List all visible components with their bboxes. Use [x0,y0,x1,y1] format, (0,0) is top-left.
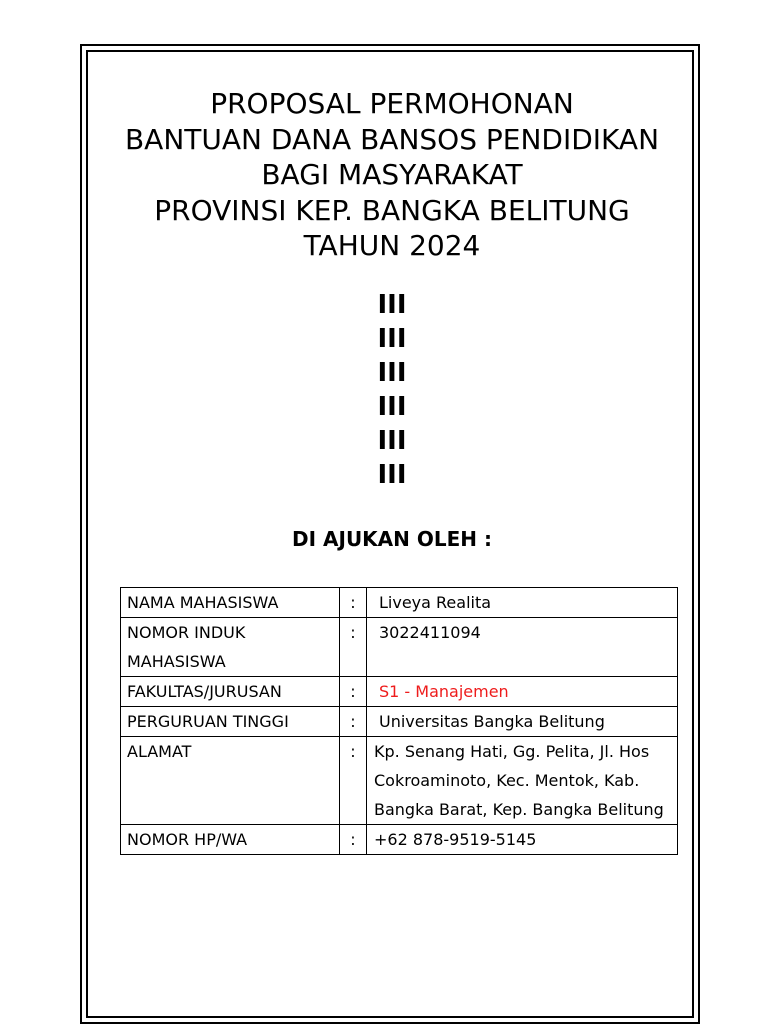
placeholder-mark: III [377,324,407,354]
row-separator: : [340,588,367,618]
table-row [121,825,678,855]
row-separator: : [340,707,367,737]
submitted-by-heading: DI AJUKAN OLEH : [292,527,492,551]
title-line-1: PROPOSAL PERMOHONAN [210,87,574,120]
row-label: PERGURUAN TINGGI [121,707,340,737]
row-label: ALAMAT [121,737,340,825]
row-separator: : [340,737,367,825]
row-label: NOMOR HP/WA [121,825,340,855]
row-label: FAKULTAS/JURUSAN [121,677,340,707]
title-line-4: PROVINSI KEP. BANGKA BELITUNG [154,193,630,227]
table-row [121,737,678,825]
title-line-5: TAHUN 2024 [303,229,481,262]
row-label: NAMA MAHASISWA [121,588,340,618]
address-value: Kp. Senang Hati, Gg. Pelita, Jl. Hos Cokroaminoto, Kec. Mentok, Kab. Bangka Barat, Kep. Bangka Belitung [367,737,678,825]
placeholder-mark: III [377,426,407,456]
placeholder-mark: III [377,392,407,422]
faculty-value: S1 - Manajemen [367,677,678,707]
phone-value: +62 878-9519-5145 [367,825,678,855]
table-row [121,677,678,707]
university-value: Universitas Bangka Belitung [367,707,678,737]
title-line-3: BAGI MASYARAKAT [261,158,523,191]
table-row [121,707,678,737]
row-separator: : [340,825,367,855]
table-row [121,618,678,677]
placeholder-mark: III [377,290,407,320]
placeholder-marks [86,288,698,492]
applicant-info-table [120,587,678,855]
placeholder-mark: III [377,460,407,490]
proposal-title [86,86,698,264]
title-line-2: BANTUAN DANA BANSOS PENDIDIKAN [124,122,660,156]
student-id-value: 3022411094 [367,618,678,677]
row-separator: : [340,677,367,707]
row-separator: : [340,618,367,677]
placeholder-mark: III [377,358,407,388]
row-label: NOMOR INDUK MAHASISWA [121,618,340,677]
student-name-value: Liveya Realita [367,588,678,618]
table-row [121,588,678,618]
